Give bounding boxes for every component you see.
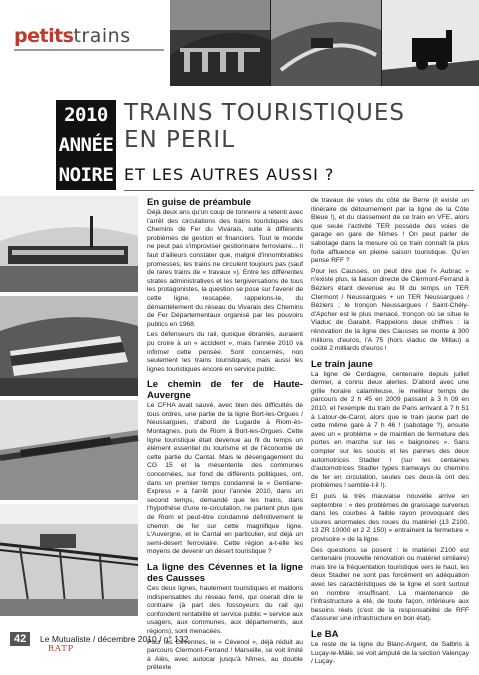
- subhead-haute-auvergne: Le chemin de fer de Haute-Auvergne: [147, 379, 303, 402]
- header-photo-strip: [170, 0, 479, 86]
- paragraph: Pour les Cévennes, le « Cévenol », déjà réduit au parcours Clermont-Ferrand / Marseille, se voit limité à Alès, avec autocar jusqu'à Nîmes, au double prétexte: [147, 638, 303, 672]
- paragraph: Et puis la très mauvaise nouvelle arrive en septembre : « des problèmes de graissage survenus dans les courbes à faible rayon provoquant des usures anormales des roues du matériel (13 Z100, 13 ZR 10000 et 2 Z 150) » entraînent la fermeture « provisoire » de la ligne.: [311, 493, 469, 543]
- paragraph: Des questions se posent : le matériel Z100 est centenaire (nouvelle rénovation ou matériel similaire) mais tire la fréquentation touristique vers le haut, les deux Stadler ne sont pas forcément en adéquation avec les caractéristiques de la ligne et sont surtout en nombre insuffisant. La maintenance de l'infrastructure a été, de toute façon, inférieure aux besoins réels (c'est de la responsabilité de RFF d'assurer une infrastructure en bon état).: [311, 546, 469, 623]
- headline-divider: [124, 190, 474, 191]
- year-badge: [56, 100, 116, 190]
- rubric-part-b: trains: [73, 25, 131, 47]
- subhead-ba: Le BA: [311, 628, 339, 640]
- year-line-3: NOIRE: [58, 164, 114, 186]
- left-photo-column: [0, 196, 138, 616]
- header-photo-steam: [382, 0, 479, 86]
- headline-line-2: EN PERIL: [124, 127, 236, 153]
- paragraph: Le reste de la ligne du Blanc-Argent, de Salbris à Luçay-le-Mâle, se voit amputé de la section Valençay / Luçay-: [311, 640, 469, 666]
- paragraph: Déjà deux ans qu'un coup de tonnerre a retenti avec l'arrêt des circulations des trains touristiques des Chemins de Fer du Vivarais, suite à différents problèmes de gestion et financiers. Tout le monde ne peut pas s'improviser gestionnaire ferroviaire... Il faut d'ailleurs constater que, malgré d'innombrables promesses, les trains ne circulent toujours pas (sauf de rares trains de « travaux »). Entre les différentes strates administratives et les tergiversations de tous les protagonistes, la question se pose sur l'avenir de cette ligne, rescapée, rappelons-le, du démantèlement du réseau du Vivarais des Chemins de Fer Départementaux organisé par les pouvoirs publics en 1968.: [147, 209, 303, 328]
- subhead-cevennes-causses: La ligne des Cévennes et la ligne des Causses: [147, 561, 303, 584]
- page-footer: [0, 632, 479, 660]
- photo-red-yellow-train: [0, 296, 138, 396]
- rubric-part-a: petits: [14, 25, 74, 47]
- paragraph: La ligne de Cerdagne, centenaire depuis juillet dernier, a connu deux alertes. D'abord avec une grille horaire calamiteuse, le meilleur temps de parcours de 2 h 45 en 2009 passant à 3 h 09 en 2010, et l'exemple du train de Paris arrivant à 7 h 51 à Latour-de-Carol, alors que le train jaune part de cette même gare à 7 h 46 ! (sabotage ?), ensuite avec un « problème » de maintien de fermeture des portes en marche sur les « baignoires ». Sans compter sur les soucis et les pannes des deux automotrices Stadler ! (sur les centaines d'automotrices Stadler types tramways ou chemins de fer en circulation, seules ces deux-là ont des problèmes ! semble-t-il !).: [311, 370, 469, 490]
- handwritten-note: RATP: [48, 644, 75, 653]
- headline-line-1: TRAINS TOURISTIQUES: [124, 100, 405, 126]
- year-line-1: 2010: [64, 104, 108, 126]
- subhead-preambule: En guise de préambule: [147, 197, 251, 208]
- photo-station-train: [0, 196, 138, 292]
- subhead-train-jaune: Le train jaune: [311, 358, 373, 370]
- header-photo-curve: [271, 0, 381, 86]
- photo-viaduct-train: [0, 400, 138, 500]
- year-line-2: ANNÉE: [58, 134, 114, 156]
- paragraph: Le CFHA avait sauvé, avec bien des difficultés de tous ordres, une partie de la ligne Bort-les-Orgues / Neussargues, d'abord de Lugarde à Riom-ès-Montagnes, puis de Riom à Bort-les-Orgues. Cette ligne touristique était devenue au fil du temps un élément essentiel du tourisme et de l'économie de cette partie du Cantal. Mais le désengagement du CG 15 et la mésentente des communes concernées, sur fond de différents politiques, ont, dans un premier temps condamné le « Gentiane-Express » à l'arrêt pour l'année 2010, dans un second temps, demandé que les trains, dans l'hypothèse d'une re-circulation, ne partent plus que de Riom et peut-être condamné définitivement le chemin de fer sur cette magnifique ligne. L'Auvergne, et le Cantal en particulier, est déjà un semi-désert ferroviaire. Cette région a-t-elle les moyens de devenir un désert touristique ?: [147, 402, 303, 556]
- article-column-2: [311, 197, 469, 669]
- headline-line-3: ET LES AUTRES AUSSI ?: [124, 165, 335, 184]
- page-number: 42: [10, 632, 30, 646]
- paragraph: de travaux de voies du côté de Berre (il existe un itinéraire de détournement par la ligne de la Côte Bleue !), et du classement de ce train en VFE, alors que seule l'activité TER possède des voies de garage en gare de Nîmes ! On peut parler de sabotage dans la mesure où ce train connaît la plus forte affluence en pleine saison touristique. Qu'en pense RFF ?: [311, 197, 469, 265]
- paragraph: Ces deux lignes, hautement touristiques et maillons indispensables du réseau ferré, qui oserait dire le contraire (à part des fossoyeurs du rail qui confondent rentabilité et service public = service aux usagers, aux communes, aux départements, aux régions), sont menacées.: [147, 584, 303, 635]
- paragraph: Les défenseurs du rail, quoique ébranlés, auraient pu croire à un « accident », mais l'année 2010 va infirmer cette pensée. Sont concernés, non seulement les trains touristiques, mais aussi les lignes touristiques encore en service public.: [147, 331, 303, 373]
- photo-bridge-railcar: [0, 504, 138, 616]
- paragraph: Pour les Causses, on peut dire que l'« Aubrac » n'existe plus, la liaison directe de Clermont-Ferrand à Béziers étant devenue au fil du temps un TER Clermont / Neussargues + un TER Neussargues / Béziers ; le tronçon Neussargues / Saint-Chély-d'Apcher est le plus menacé, tronçon où se situe le Viaduc de Garabit. Rappelons deux chiffres : la rénovation de la ligne des Causses se monte à 300 millions d'euros, l'A 75 (hors viaduc de Millau) a coûté 2 milliards d'euros !: [311, 267, 469, 353]
- publication-line: Le Mutualiste / décembre 2010 / n° 132: [40, 634, 189, 644]
- header-photo-viaduct: [170, 0, 270, 86]
- rubric-divider: [14, 49, 164, 51]
- section-rubric: [14, 24, 131, 48]
- article-column-1: [147, 197, 303, 675]
